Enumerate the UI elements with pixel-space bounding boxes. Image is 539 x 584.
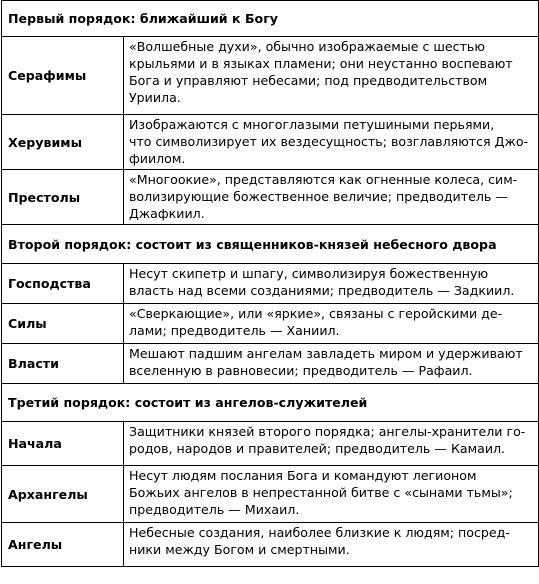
rank-description: Небесные создания, наиболее близкие к людям; посред- ники между Богом и смертными. bbox=[129, 525, 510, 557]
rank-name: Господства bbox=[2, 264, 124, 303]
table-row bbox=[2, 37, 538, 115]
table-row bbox=[2, 304, 538, 344]
rank-description: «Волшебные духи», обычно изображаемые с шестью крыльями и в языках пламени; они неустанно воспевают Бога и управляют небесами; под предводительством Уриила. bbox=[129, 39, 513, 105]
rank-name: Престолы bbox=[2, 170, 124, 224]
rank-name: Херувимы bbox=[2, 115, 124, 169]
table-row bbox=[2, 466, 538, 523]
rank-description: «Сверкающие», или «яркие», связаны с геройскими де- лами; предводитель — Ханиил. bbox=[129, 306, 503, 338]
table-row bbox=[2, 264, 538, 304]
table-row bbox=[2, 523, 538, 567]
rank-description: Несут людям послания Бога и командуют легионом Божьих ангелов в непрестанной битве с «сынами тьмы»; предводитель — Михаил. bbox=[129, 468, 513, 517]
table-row bbox=[2, 170, 538, 225]
rank-description: «Многоокие», представляются как огненные колеса, сим- волизирующие божественное величие; предводитель — Джафкиил. bbox=[129, 172, 518, 221]
order-heading-text: Второй порядок: состоит из священников-князей небесного двора bbox=[8, 236, 497, 252]
rank-name: Силы bbox=[2, 304, 124, 343]
order-heading bbox=[2, 384, 538, 422]
angelic-hierarchy-table bbox=[1, 0, 539, 567]
rank-name: Архангелы bbox=[2, 466, 124, 522]
rank-name: Ангелы bbox=[2, 523, 124, 566]
rank-name: Серафимы bbox=[2, 37, 124, 114]
rank-description: Защитники князей второго порядка; ангелы-хранители го- родов, народов и правителей; предводитель — Камаил. bbox=[129, 424, 526, 456]
table-row bbox=[2, 115, 538, 170]
order-heading-text: Третий порядок: состоит из ангелов-служителей bbox=[8, 395, 368, 410]
rank-name: Власти bbox=[2, 344, 124, 383]
rank-description: Изображаются с многоглазыми петушиными перьями, что символизирует их вездесущность; возглавляются Джо- фиилом. bbox=[129, 117, 529, 166]
order-heading-text: Первый порядок: ближайший к Богу bbox=[8, 11, 278, 26]
rank-description: Мешают падшим ангелам завладеть миром и удерживают вселенную в равновесии; предводитель — Рафаил. bbox=[129, 346, 523, 378]
table-row bbox=[2, 422, 538, 466]
order-heading bbox=[2, 225, 538, 264]
order-heading bbox=[2, 1, 538, 37]
table-row bbox=[2, 344, 538, 384]
rank-description: Несут скипетр и шпагу, символизируя божественную власть над всеми созданиями; предводитель — Задкиил. bbox=[129, 266, 515, 298]
rank-name: Начала bbox=[2, 422, 124, 465]
